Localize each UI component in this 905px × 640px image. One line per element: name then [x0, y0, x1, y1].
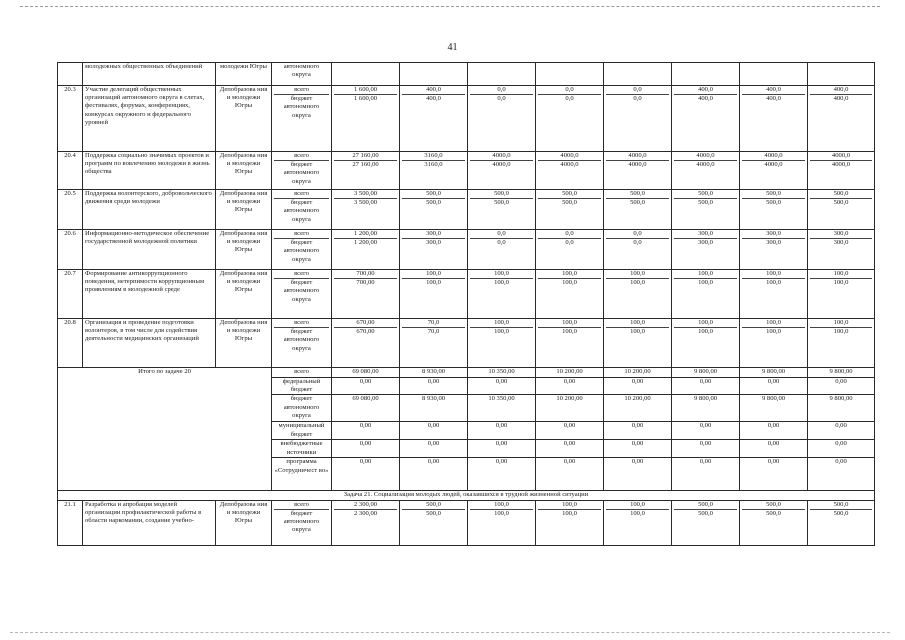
value-cell [400, 500, 468, 545]
value-cell [468, 270, 536, 319]
total-value: 0,00 [604, 458, 672, 491]
source-line: бюджет автономного округа [283, 328, 320, 352]
value-line: 500,0 [810, 501, 872, 510]
value-line: 100,0 [470, 319, 533, 328]
row-index: 20.7 [58, 270, 83, 319]
value-cell [332, 500, 400, 545]
value-cell [536, 63, 604, 86]
total-row [58, 368, 875, 378]
value-line: 1 600,00 [334, 86, 397, 95]
total-value: 10 200,00 [604, 395, 672, 422]
value-line: 4000,0 [742, 152, 805, 161]
value-line: 500,0 [470, 190, 533, 199]
value-line: 100,0 [606, 501, 669, 510]
value-line: 500,0 [562, 199, 577, 207]
total-value: 0,00 [536, 422, 604, 440]
value-line: 4000,0 [831, 161, 851, 169]
value-line: 4000,0 [560, 161, 579, 169]
total-source: всего [272, 368, 332, 378]
value-line: 500,0 [674, 501, 737, 510]
row-index: 20.5 [58, 190, 83, 230]
value-line: 300,0 [833, 239, 849, 247]
value-cell [808, 500, 875, 545]
value-line: 300,0 [810, 230, 872, 239]
value-cell [808, 86, 875, 152]
total-value: 0,00 [808, 422, 875, 440]
table-row [58, 86, 875, 152]
value-line: 27 160,00 [334, 152, 397, 161]
value-cell [604, 319, 672, 368]
source-line: бюджет автономного округа [283, 509, 320, 534]
row-name: Поддержка волонтерского, добровольческого движения среди молодежи [83, 190, 216, 230]
total-value: 0,00 [740, 458, 808, 491]
row-index: 20.4 [58, 152, 83, 190]
total-label: Итого по задаче 20 [58, 368, 272, 491]
row-name: Разработка и апробация моделей организации профилактической работы в области наркомании, создание учебно- [83, 500, 216, 545]
value-line: 500,0 [766, 509, 781, 517]
value-cell [468, 230, 536, 270]
value-line: 500,0 [426, 509, 441, 517]
value-cell [740, 63, 808, 86]
source-line: всего [274, 152, 329, 161]
budget-table [57, 62, 875, 546]
value-cell [808, 190, 875, 230]
total-value: 8 930,00 [400, 395, 468, 422]
row-name: Информационно-методическое обеспечение государственной молодежной политики [83, 230, 216, 270]
value-cell [808, 319, 875, 368]
value-cell [740, 270, 808, 319]
value-line: 4000,0 [696, 161, 715, 169]
total-value: 0,00 [672, 422, 740, 440]
total-value: 9 800,00 [808, 368, 875, 378]
total-value: 9 800,00 [672, 395, 740, 422]
value-line: 500,0 [494, 199, 509, 207]
total-value: 0,00 [808, 378, 875, 395]
value-line: 670,00 [334, 319, 397, 328]
source-line: бюджет автономного округа [283, 199, 320, 223]
value-line: 100,0 [766, 328, 781, 336]
value-line: 70,0 [402, 319, 465, 328]
row-source [272, 319, 332, 368]
value-cell [536, 152, 604, 190]
total-value: 0,00 [604, 378, 672, 395]
total-source: бюджет автономного округа [272, 395, 332, 422]
value-line: 0,0 [633, 239, 642, 247]
total-value: 0,00 [740, 378, 808, 395]
task-title: Задача 21. Социализация молодых людей, оказавшихся в трудной жизненной ситуации [58, 491, 875, 500]
row-executor: Депобразова ния и молодежи Югры [216, 230, 272, 270]
total-value: 10 350,00 [468, 395, 536, 422]
value-line: 500,0 [698, 509, 713, 517]
value-cell [468, 86, 536, 152]
value-line: 3 500,00 [334, 190, 397, 199]
total-value: 8 930,00 [400, 368, 468, 378]
table-row [58, 319, 875, 368]
value-line: 0,0 [565, 95, 574, 103]
total-value: 69 080,00 [332, 368, 400, 378]
row-index: 20.8 [58, 319, 83, 368]
total-value: 0,00 [604, 440, 672, 458]
value-cell [604, 230, 672, 270]
value-line: 500,0 [606, 190, 669, 199]
value-line: 400,0 [766, 95, 781, 103]
row-source [272, 230, 332, 270]
value-cell [332, 270, 400, 319]
total-value: 0,00 [672, 440, 740, 458]
value-line: 500,0 [538, 190, 601, 199]
row-executor: Депобразова ния и молодежи Югры [216, 270, 272, 319]
table-row [58, 152, 875, 190]
value-line: 100,0 [494, 328, 509, 336]
scan-bottom-edge [10, 632, 890, 633]
value-line: 400,0 [810, 86, 872, 95]
value-line: 4000,0 [674, 152, 737, 161]
value-line: 670,00 [356, 328, 375, 336]
value-line: 0,0 [538, 86, 601, 95]
value-cell [740, 190, 808, 230]
value-line: 100,0 [470, 501, 533, 510]
total-value: 10 200,00 [604, 368, 672, 378]
value-line: 100,0 [630, 509, 645, 517]
value-cell [672, 319, 740, 368]
value-cell [332, 319, 400, 368]
row-index: 21.1 [58, 500, 83, 545]
value-line: 300,0 [766, 239, 781, 247]
row-index: 20.3 [58, 86, 83, 152]
row-executor: Депобразова ния и молодежи Югры [216, 500, 272, 545]
value-cell [672, 500, 740, 545]
value-cell [672, 270, 740, 319]
total-value: 0,00 [536, 378, 604, 395]
row-executor: Депобразова ния и молодежи Югры [216, 319, 272, 368]
value-line: 27 160,00 [352, 161, 379, 169]
value-cell [332, 230, 400, 270]
value-line: 70,0 [427, 328, 440, 336]
value-cell [468, 63, 536, 86]
value-line: 4000,0 [492, 161, 511, 169]
row-executor: Депобразова ния и молодежи Югры [216, 190, 272, 230]
value-line: 400,0 [698, 95, 713, 103]
value-line: 400,0 [402, 86, 465, 95]
value-line: 100,0 [494, 509, 509, 517]
total-value: 0,00 [672, 458, 740, 491]
value-cell [604, 86, 672, 152]
row-name: Поддержка социально значимых проектов и программ по вовлечению молодежи в жизнь общества [83, 152, 216, 190]
source-line: всего [274, 319, 329, 328]
value-cell [604, 270, 672, 319]
source-line: бюджет автономного округа [283, 95, 320, 119]
total-value: 0,00 [468, 422, 536, 440]
total-value: 0,00 [808, 458, 875, 491]
task-header-row [58, 491, 875, 500]
value-line: 0,0 [470, 230, 533, 239]
value-line: 100,0 [494, 279, 509, 287]
value-cell [808, 270, 875, 319]
row-index: 20.6 [58, 230, 83, 270]
value-line: 0,0 [606, 86, 669, 95]
row-name: Организация и проведение подготовки волонтеров, в том числе для содействия деятельности медицинских организаций [83, 319, 216, 368]
row-source [272, 63, 332, 86]
value-line: 1 200,00 [353, 239, 378, 247]
value-cell [672, 86, 740, 152]
value-cell [740, 500, 808, 545]
total-value: 0,00 [740, 422, 808, 440]
total-value: 0,00 [332, 458, 400, 491]
source-line: автономного округа [283, 63, 320, 79]
total-value: 0,00 [536, 440, 604, 458]
total-value: 0,00 [468, 458, 536, 491]
value-line: 100,0 [630, 279, 645, 287]
scan-top-edge [20, 6, 880, 7]
total-value: 0,00 [672, 378, 740, 395]
value-line: 100,0 [810, 319, 872, 328]
value-cell [672, 230, 740, 270]
value-line: 500,0 [402, 190, 465, 199]
value-line: 100,0 [402, 270, 465, 279]
value-line: 400,0 [674, 86, 737, 95]
row-executor: молодежи Югры [216, 63, 272, 86]
value-line: 100,0 [766, 279, 781, 287]
value-line: 100,0 [674, 319, 737, 328]
total-value: 0,00 [332, 440, 400, 458]
value-line: 500,0 [630, 199, 645, 207]
row-name: Формирование антикоррупционного поведения, нетерпимости коррупционным проявлениям в молодежной среде [83, 270, 216, 319]
value-cell [468, 500, 536, 545]
value-line: 100,0 [562, 509, 577, 517]
value-cell [536, 86, 604, 152]
total-source: программа «Сотрудничест во» [272, 458, 332, 491]
value-line: 100,0 [562, 279, 577, 287]
value-line: 2 300,00 [334, 501, 397, 510]
value-line: 500,0 [810, 190, 872, 199]
value-cell [332, 190, 400, 230]
total-value: 10 200,00 [536, 368, 604, 378]
value-cell [400, 230, 468, 270]
value-cell [536, 319, 604, 368]
value-line: 500,0 [426, 199, 441, 207]
value-line: 4000,0 [606, 152, 669, 161]
value-cell [672, 152, 740, 190]
value-line: 700,00 [334, 270, 397, 279]
value-line: 100,0 [810, 270, 872, 279]
value-line: 1 600,00 [353, 95, 378, 103]
value-line: 700,00 [356, 279, 375, 287]
value-line: 500,0 [833, 509, 849, 517]
total-source: внебюджетные источники [272, 440, 332, 458]
total-value: 69 080,00 [332, 395, 400, 422]
total-value: 0,00 [808, 440, 875, 458]
value-line: 400,0 [833, 95, 849, 103]
value-line: 4000,0 [628, 161, 647, 169]
value-line: 100,0 [674, 270, 737, 279]
total-value: 0,00 [468, 440, 536, 458]
value-cell [400, 270, 468, 319]
value-cell [400, 152, 468, 190]
total-value: 10 350,00 [468, 368, 536, 378]
value-cell [604, 63, 672, 86]
value-line: 4000,0 [538, 152, 601, 161]
value-cell [808, 152, 875, 190]
value-cell [400, 190, 468, 230]
value-cell [400, 86, 468, 152]
total-value: 9 800,00 [740, 368, 808, 378]
value-line: 100,0 [833, 328, 849, 336]
row-executor: Депобразова ния и молодежи Югры [216, 86, 272, 152]
value-line: 100,0 [538, 501, 601, 510]
value-line: 500,0 [402, 501, 465, 510]
value-line: 500,0 [674, 190, 737, 199]
value-line: 100,0 [470, 270, 533, 279]
source-line: всего [274, 501, 329, 510]
value-cell [672, 190, 740, 230]
value-line: 4000,0 [470, 152, 533, 161]
value-cell [468, 190, 536, 230]
value-cell [604, 190, 672, 230]
value-cell [468, 152, 536, 190]
source-line: всего [274, 86, 329, 95]
table-row [58, 500, 875, 545]
value-line: 100,0 [606, 270, 669, 279]
value-line: 100,0 [742, 270, 805, 279]
total-value: 0,00 [536, 458, 604, 491]
value-line: 0,0 [538, 230, 601, 239]
row-source [272, 152, 332, 190]
value-line: 1 200,00 [334, 230, 397, 239]
table-row [58, 63, 875, 86]
total-value: 0,00 [468, 378, 536, 395]
value-cell [740, 230, 808, 270]
value-line: 100,0 [426, 279, 441, 287]
value-line: 500,0 [698, 199, 713, 207]
value-line: 500,0 [742, 190, 805, 199]
value-cell [740, 86, 808, 152]
total-value: 0,00 [400, 422, 468, 440]
value-line: 400,0 [742, 86, 805, 95]
row-name: Участие делегаций общественных организаций автономного округа в слетах, фестивалях, форумах, конференциях, конкурсах окружного и федерального уровней [83, 86, 216, 152]
value-line: 3160,0 [424, 161, 443, 169]
row-source [272, 86, 332, 152]
row-name: молодежных общественных объединений [83, 63, 216, 86]
value-cell [604, 500, 672, 545]
value-cell [672, 63, 740, 86]
source-line: всего [274, 270, 329, 279]
table-row [58, 270, 875, 319]
value-line: 100,0 [698, 279, 713, 287]
row-source [272, 270, 332, 319]
value-line: 300,0 [402, 230, 465, 239]
total-value: 10 200,00 [536, 395, 604, 422]
value-cell [332, 86, 400, 152]
value-line: 100,0 [562, 328, 577, 336]
value-cell [536, 190, 604, 230]
value-line: 0,0 [497, 239, 506, 247]
total-source: федеральный бюджет [272, 378, 332, 395]
value-cell [536, 230, 604, 270]
value-line: 500,0 [766, 199, 781, 207]
total-value: 0,00 [332, 422, 400, 440]
total-value: 0,00 [332, 378, 400, 395]
total-value: 0,00 [400, 440, 468, 458]
value-line: 300,0 [698, 239, 713, 247]
row-source [272, 500, 332, 545]
total-value: 0,00 [604, 422, 672, 440]
value-line: 0,0 [606, 230, 669, 239]
value-cell [468, 319, 536, 368]
value-line: 3 500,00 [353, 199, 378, 207]
value-cell [400, 63, 468, 86]
table-body [58, 63, 875, 546]
value-line: 100,0 [698, 328, 713, 336]
table-row [58, 190, 875, 230]
value-line: 400,0 [426, 95, 441, 103]
total-value: 9 800,00 [740, 395, 808, 422]
total-value: 0,00 [400, 378, 468, 395]
value-cell [808, 63, 875, 86]
value-line: 300,0 [742, 230, 805, 239]
value-line: 3160,0 [402, 152, 465, 161]
value-cell [740, 319, 808, 368]
value-cell [332, 152, 400, 190]
value-line: 300,0 [426, 239, 441, 247]
total-value: 9 800,00 [808, 395, 875, 422]
value-line: 2 300,00 [353, 509, 378, 517]
total-source: муниципальный бюджет [272, 422, 332, 440]
value-line: 100,0 [742, 319, 805, 328]
source-line: бюджет автономного округа [283, 161, 320, 185]
value-cell [604, 152, 672, 190]
value-line: 100,0 [606, 319, 669, 328]
page-number: 41 [447, 42, 458, 53]
row-executor: Депобразова ния и молодежи Югры [216, 152, 272, 190]
total-value: 0,00 [740, 440, 808, 458]
table-row [58, 230, 875, 270]
value-cell [536, 270, 604, 319]
value-line: 0,0 [497, 95, 506, 103]
value-line: 0,0 [565, 239, 574, 247]
value-cell [536, 500, 604, 545]
value-cell [808, 230, 875, 270]
row-index [58, 63, 83, 86]
source-line: всего [274, 190, 329, 199]
value-cell [332, 63, 400, 86]
source-line: бюджет автономного округа [283, 279, 320, 303]
value-cell [400, 319, 468, 368]
value-line: 300,0 [674, 230, 737, 239]
value-line: 500,0 [742, 501, 805, 510]
value-line: 100,0 [630, 328, 645, 336]
source-line: всего [274, 230, 329, 239]
value-line: 0,0 [470, 86, 533, 95]
total-value: 0,00 [400, 458, 468, 491]
value-cell [740, 152, 808, 190]
value-line: 100,0 [538, 270, 601, 279]
value-line: 500,0 [833, 199, 849, 207]
row-source [272, 190, 332, 230]
value-line: 0,0 [633, 95, 642, 103]
value-line: 4000,0 [810, 152, 872, 161]
value-line: 100,0 [538, 319, 601, 328]
value-line: 4000,0 [764, 161, 783, 169]
source-line: бюджет автономного округа [283, 239, 320, 263]
value-line: 100,0 [833, 279, 849, 287]
total-value: 9 800,00 [672, 368, 740, 378]
